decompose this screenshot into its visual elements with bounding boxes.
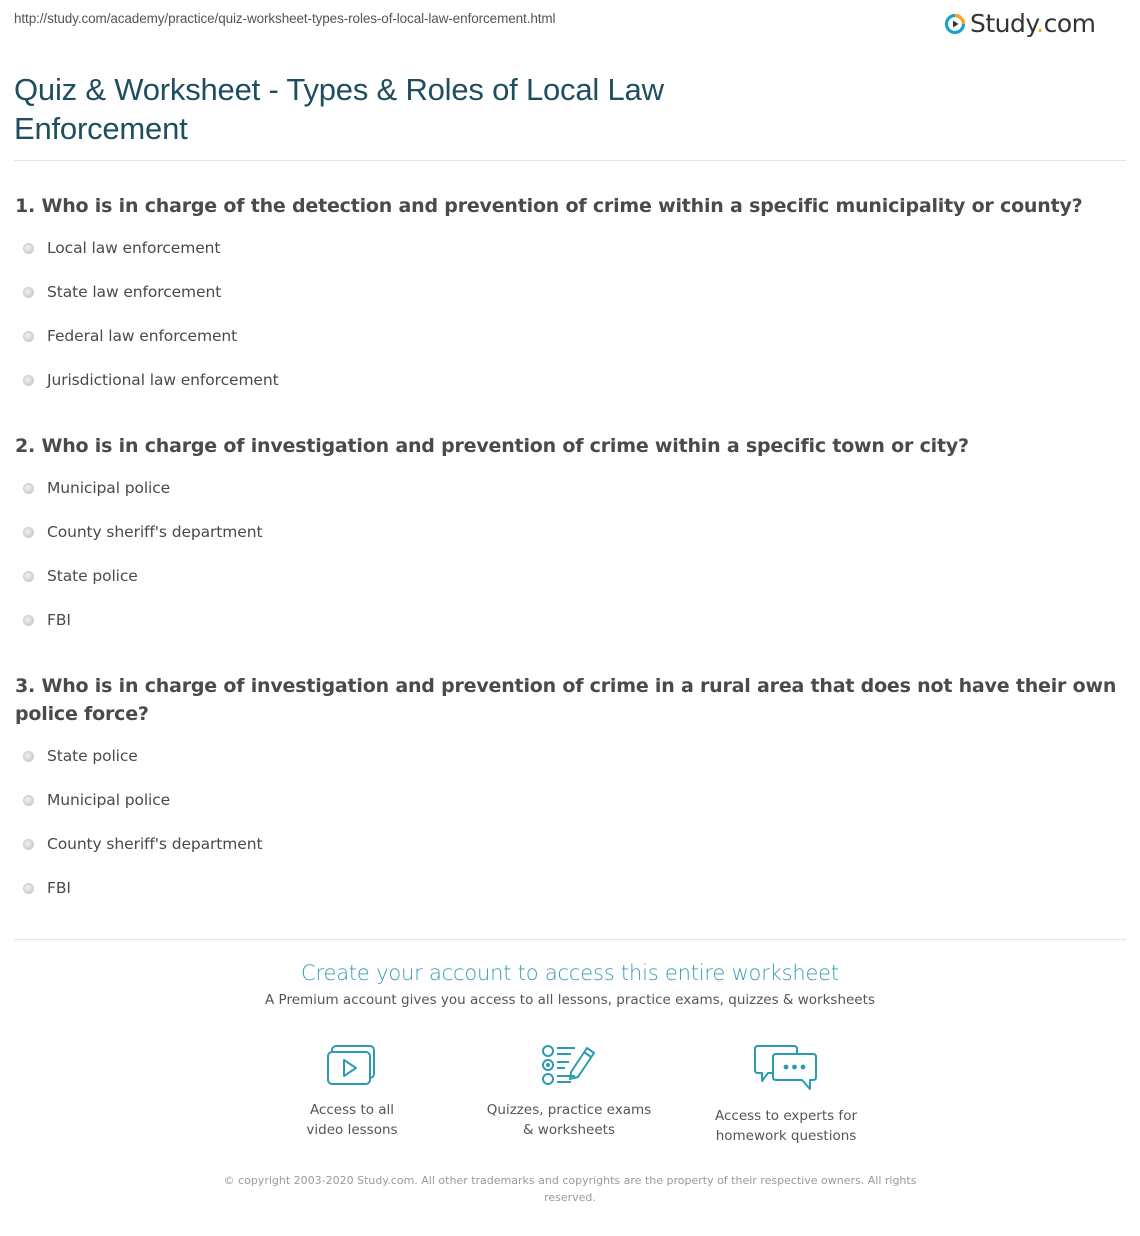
option-label: Municipal police: [47, 479, 171, 497]
option-label: State law enforcement: [47, 283, 222, 301]
radio-button-icon[interactable]: [23, 243, 34, 254]
cta-subtitle: A Premium account gives you access to all lessons, practice exams, quizzes & worksheets: [265, 992, 875, 1008]
radio-button-icon[interactable]: [23, 287, 34, 298]
copyright-text: © copyright 2003-2020 Study.com. All other trademarks and copyrights are the property of their respective owners. All rights reserved.: [223, 1174, 917, 1204]
radio-button-icon[interactable]: [23, 375, 34, 386]
feature-label-line1: Access to all: [309, 1102, 395, 1118]
option-label: County sheriff's department: [47, 523, 263, 541]
option-label: Local law enforcement: [47, 239, 221, 257]
q2-option-4[interactable]: [23, 611, 71, 629]
q2-option-1[interactable]: [23, 479, 170, 497]
option-label: FBI: [47, 879, 71, 897]
study-logo-text: Study.com: [970, 9, 1096, 38]
radio-button-icon[interactable]: [23, 615, 34, 626]
page-title: Quiz & Worksheet - Types & Roles of Local Law Enforcement: [14, 72, 664, 146]
video-lessons-icon: [326, 1044, 378, 1086]
questions-divider: [14, 939, 1126, 940]
q3-option-2[interactable]: [23, 791, 170, 809]
question-1: 1. Who is in charge of the detection and prevention of crime within a specific municipality or county?: [15, 195, 1083, 217]
q3-option-1[interactable]: [23, 747, 138, 765]
q3-option-4[interactable]: [23, 879, 71, 897]
option-label: State police: [47, 567, 138, 585]
chat-bubbles-icon: [754, 1044, 818, 1092]
feature-label-line2: & worksheets: [522, 1122, 615, 1138]
study-logo[interactable]: [944, 9, 1095, 38]
cta-title[interactable]: Create your account to access this entire worksheet: [301, 961, 839, 985]
radio-button-icon[interactable]: [23, 527, 34, 538]
study-logo-icon: [944, 13, 966, 35]
feature-label-line2: video lessons: [306, 1122, 398, 1138]
feature-label-line1: Quizzes, practice exams: [486, 1102, 652, 1118]
option-label: Jurisdictional law enforcement: [47, 371, 279, 389]
quiz-checklist-icon: [541, 1044, 597, 1086]
radio-button-icon[interactable]: [23, 483, 34, 494]
q1-option-2[interactable]: [23, 283, 221, 301]
option-label: County sheriff's department: [47, 835, 263, 853]
option-label: Municipal police: [47, 791, 171, 809]
question-2: 2. Who is in charge of investigation and prevention of crime within a specific town or city?: [15, 435, 969, 457]
radio-button-icon[interactable]: [23, 751, 34, 762]
radio-button-icon[interactable]: [23, 839, 34, 850]
radio-button-icon[interactable]: [23, 331, 34, 342]
q2-option-2[interactable]: [23, 523, 262, 541]
feature-label-line1: Access to experts for: [714, 1108, 857, 1124]
radio-button-icon[interactable]: [23, 571, 34, 582]
radio-button-icon[interactable]: [23, 795, 34, 806]
radio-button-icon[interactable]: [23, 883, 34, 894]
q2-option-3[interactable]: [23, 567, 138, 585]
feature-experts: [686, 1044, 886, 1146]
page-url: http://study.com/academy/practice/quiz-worksheet-types-roles-of-local-law-enforcement.html: [14, 11, 556, 26]
feature-label-line2: homework questions: [715, 1128, 857, 1144]
q1-option-1[interactable]: [23, 239, 220, 257]
question-3: 3. Who is in charge of investigation and prevention of crime in a rural area that does not have their own police force?: [15, 675, 1117, 725]
q1-option-3[interactable]: [23, 327, 237, 345]
title-divider: [14, 160, 1126, 161]
q1-option-4[interactable]: [23, 371, 279, 389]
option-label: Federal law enforcement: [47, 327, 238, 345]
feature-quizzes: [469, 1044, 669, 1140]
option-label: FBI: [47, 611, 71, 629]
feature-video-lessons: [252, 1044, 452, 1140]
q3-option-3[interactable]: [23, 835, 262, 853]
option-label: State police: [47, 747, 138, 765]
